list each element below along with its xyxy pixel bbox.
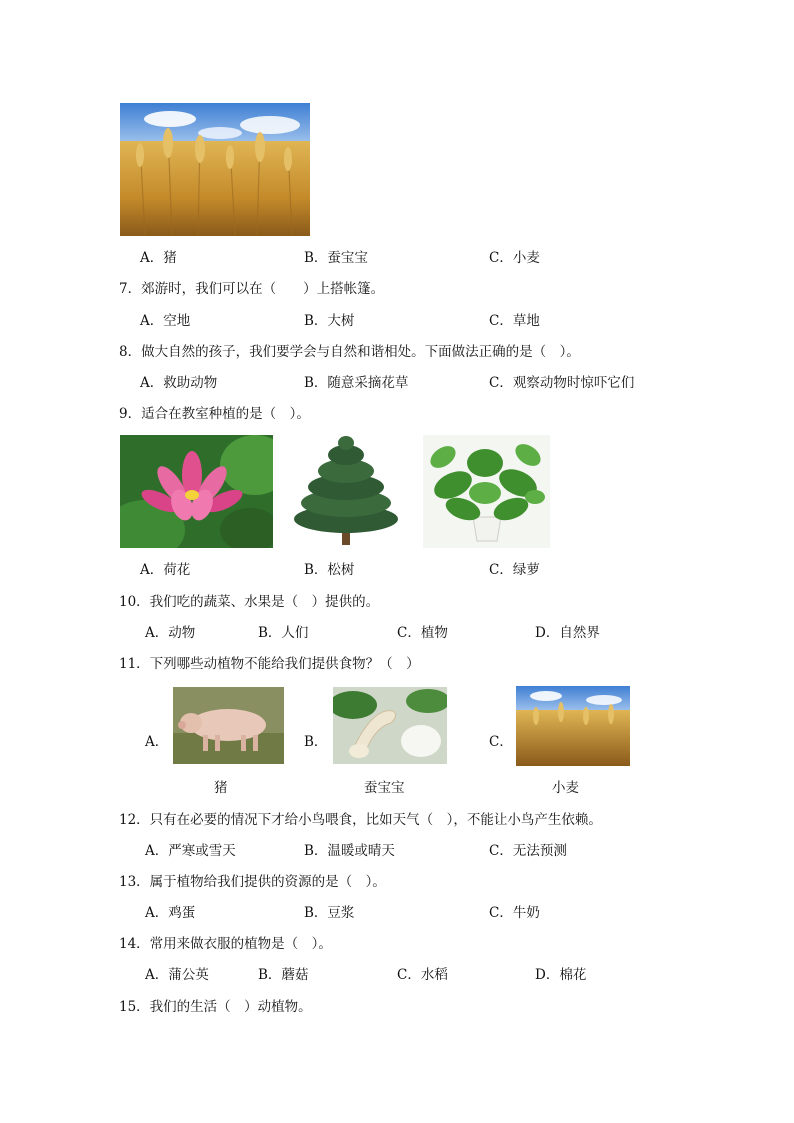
q11-caption-silkworm: 蚕宝宝 [364, 780, 405, 796]
q14-option-a: A．蒲公英 [145, 967, 209, 983]
question-15-stem: 15．我们的生活（ ）动植物。 [119, 999, 312, 1015]
pothos-plant-image [423, 435, 550, 548]
question-8-stem: 8．做大自然的孩子，我们要学会与自然和谐相处。下面做法正确的是（ ）。 [119, 344, 580, 360]
silkworm-image [333, 687, 447, 764]
option-c-wheat: C．小麦 [489, 250, 540, 266]
question-12-stem: 12．只有在必要的情况下才给小鸟喂食，比如天气（ ），不能让小鸟产生依赖。 [119, 812, 602, 828]
q13-option-a: A．鸡蛋 [145, 905, 196, 921]
question-10-stem: 10．我们吃的蔬菜、水果是（ ）提供的。 [119, 594, 380, 610]
q11-option-a-letter: A． [145, 734, 169, 750]
q11-option-b-letter: B． [304, 734, 328, 750]
q14-option-c: C．水稻 [397, 967, 448, 983]
option-a-pig: A．猪 [140, 250, 177, 266]
option-b-silkworm: B．蚕宝宝 [304, 250, 368, 266]
question-11-stem: 11．下列哪些动植物不能给我们提供食物？（ ） [119, 656, 420, 672]
question-13-stem: 13．属于植物给我们提供的资源的是（ ）。 [119, 874, 386, 890]
q13-option-c: C．牛奶 [489, 905, 540, 921]
q11-option-c-letter: C． [489, 734, 513, 750]
question-9-stem: 9．适合在教室种植的是（ ）。 [119, 406, 310, 422]
q7-option-c: C．草地 [489, 313, 540, 329]
q8-option-b: B．随意采摘花草 [304, 375, 409, 391]
q12-option-a: A．严寒或雪天 [145, 843, 236, 859]
q8-option-c: C．观察动物时惊吓它们 [489, 375, 635, 391]
q13-option-b: B．豆浆 [304, 905, 355, 921]
q10-option-c: C．植物 [397, 625, 448, 641]
lotus-image [120, 435, 273, 548]
q14-option-b: B．蘑菇 [258, 967, 309, 983]
q12-option-c: C．无法预测 [489, 843, 567, 859]
q9-option-c: C．绿萝 [489, 562, 540, 578]
q8-option-a: A．救助动物 [140, 375, 218, 391]
wheat-small-image [516, 686, 630, 766]
question-14-stem: 14．常用来做衣服的植物是（ ）。 [119, 936, 332, 952]
q12-option-b: B．温暖或晴天 [304, 843, 395, 859]
q11-caption-pig: 猪 [214, 780, 228, 796]
q7-option-b: B．大树 [304, 313, 355, 329]
q10-option-b: B．人们 [258, 625, 309, 641]
q9-option-b: B．松树 [304, 562, 355, 578]
q10-option-d: D．自然界 [535, 625, 600, 641]
question-7-stem: 7．郊游时，我们可以在（ ）上搭帐篷。 [119, 281, 385, 297]
pine-tree-image [288, 435, 405, 548]
q7-option-a: A．空地 [140, 313, 191, 329]
q14-option-d: D．棉花 [535, 967, 587, 983]
q9-option-a: A．荷花 [140, 562, 191, 578]
q11-caption-wheat: 小麦 [552, 780, 579, 796]
q10-option-a: A．动物 [145, 625, 196, 641]
wheat-field-image [120, 103, 310, 236]
pig-image [173, 687, 284, 764]
